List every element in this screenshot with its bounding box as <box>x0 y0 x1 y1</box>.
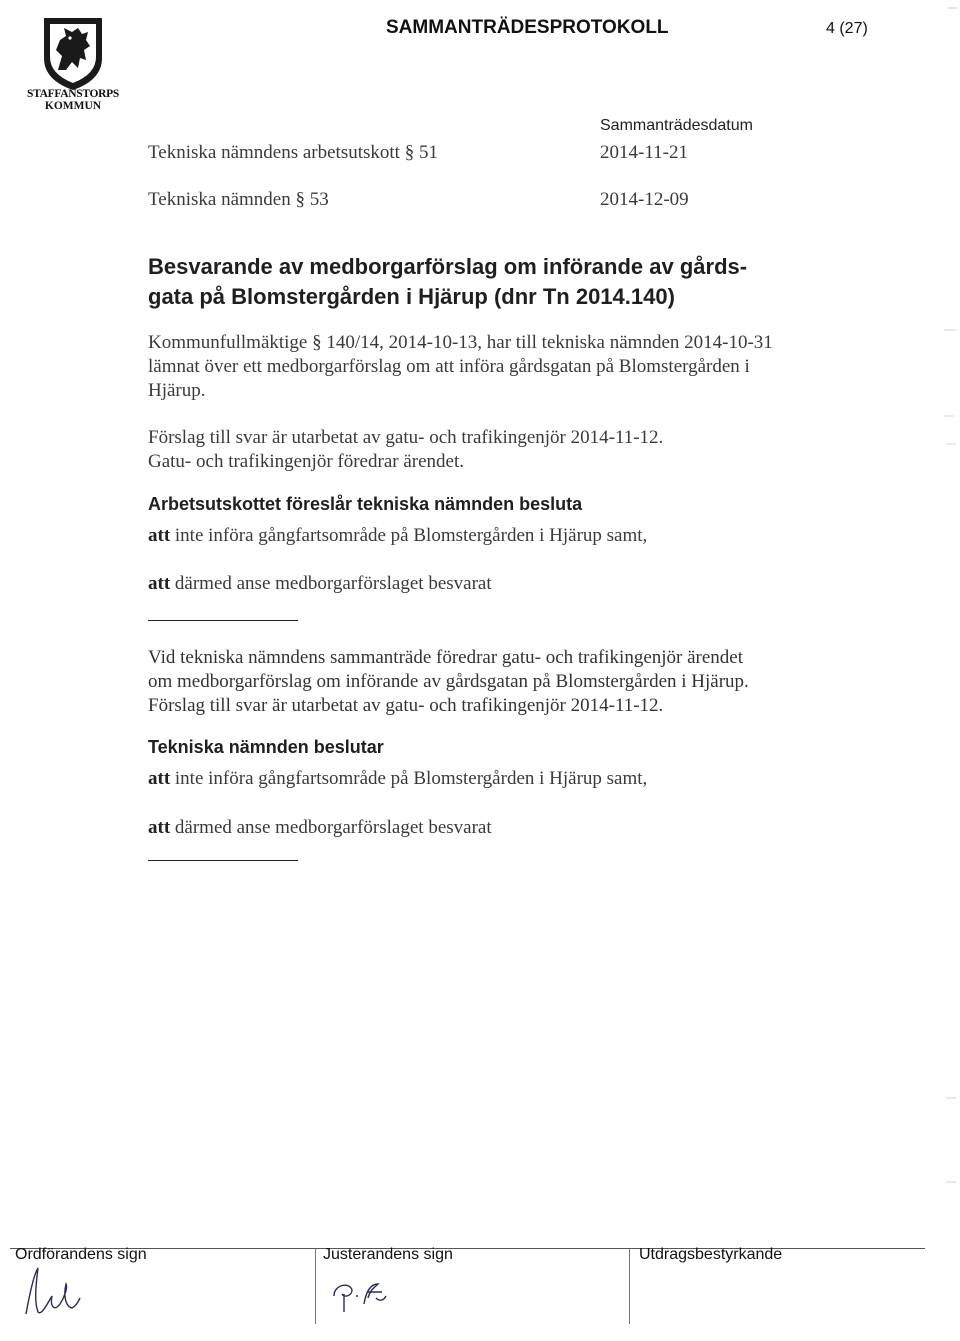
clause-text: därmed anse medborgarförslaget besvarat <box>170 817 492 838</box>
intro-paragraph-line: Kommunfullmäktige § 140/14, 2014-10-13, har till tekniska nämnden 2014-10-31 <box>148 332 773 353</box>
meeting-date: 2014-11-21 <box>600 142 688 163</box>
chair-signature-label: Ordförandens sign <box>15 1246 147 1263</box>
org-name: STAFFANSTORPS <box>27 88 119 100</box>
org-name-line2: KOMMUN <box>44 100 102 112</box>
preparation-line: Gatu- och trafikingenjör föredrar ärendet. <box>148 451 464 472</box>
proposal-clause <box>148 572 492 596</box>
intro-paragraph-line: Hjärup. <box>148 380 206 401</box>
clause-text: därmed anse medborgarförslaget besvarat <box>170 573 492 594</box>
att-keyword: att <box>148 817 171 838</box>
section-divider <box>148 860 298 861</box>
chair-signature <box>16 1262 86 1322</box>
section-divider <box>148 620 298 621</box>
document-title: SAMMANTRÄDESPROTOKOLL <box>386 17 669 38</box>
decision-heading: Tekniska nämnden beslutar <box>148 737 384 757</box>
footer-divider <box>315 1249 316 1324</box>
meeting-date-header: Sammanträdesdatum <box>600 117 753 134</box>
committee-proposal-heading: Arbetsutskottet föreslår tekniska nämnden besluta <box>148 494 583 514</box>
adjuster-signature <box>330 1274 390 1314</box>
att-keyword: att <box>148 768 171 789</box>
meeting-note-line: om medborgarförslag om införande av gårdsgatan på Blomstergården i Hjärup. <box>148 671 749 692</box>
scan-margin-marks <box>938 0 960 1341</box>
adjuster-signature-label: Justerandens sign <box>323 1246 453 1263</box>
clause-text: inte införa gångfartsområde på Blomstergården i Hjärup samt, <box>170 525 648 546</box>
att-keyword: att <box>148 573 171 594</box>
intro-paragraph-line: lämnat över ett medborgarförslag om att införa gårdsgatan på Blomstergården i <box>148 356 750 377</box>
meeting-body: Tekniska nämnden § 53 <box>148 189 329 210</box>
proposal-clause <box>148 524 647 548</box>
preparation-line: Förslag till svar är utarbetat av gatu- och trafikingenjör 2014-11-12. <box>148 427 664 448</box>
decision-clause <box>148 767 647 791</box>
footer-divider <box>629 1249 630 1324</box>
municipal-crest-logo <box>40 14 106 92</box>
item-heading-line2: gata på Blomstergården i Hjärup (dnr Tn 2014.140) <box>148 284 675 309</box>
att-keyword: att <box>148 525 171 546</box>
page-number: 4 (27) <box>826 20 868 37</box>
meeting-note-line: Förslag till svar är utarbetat av gatu- och trafikingenjör 2014-11-12. <box>148 695 664 716</box>
meeting-date: 2014-12-09 <box>600 189 689 210</box>
meeting-note-line: Vid tekniska nämndens sammanträde föredrar gatu- och trafikingenjör ärendet <box>148 647 744 668</box>
meeting-body: Tekniska nämndens arbetsutskott § 51 <box>148 142 438 163</box>
item-heading: Besvarande av medborgarförslag om införande av gårds- <box>148 254 748 279</box>
footer-rule <box>10 1248 925 1249</box>
decision-clause <box>148 816 492 840</box>
clause-text: inte införa gångfartsområde på Blomstergården i Hjärup samt, <box>170 768 648 789</box>
extract-certification-label: Utdragsbestyrkande <box>639 1246 783 1263</box>
